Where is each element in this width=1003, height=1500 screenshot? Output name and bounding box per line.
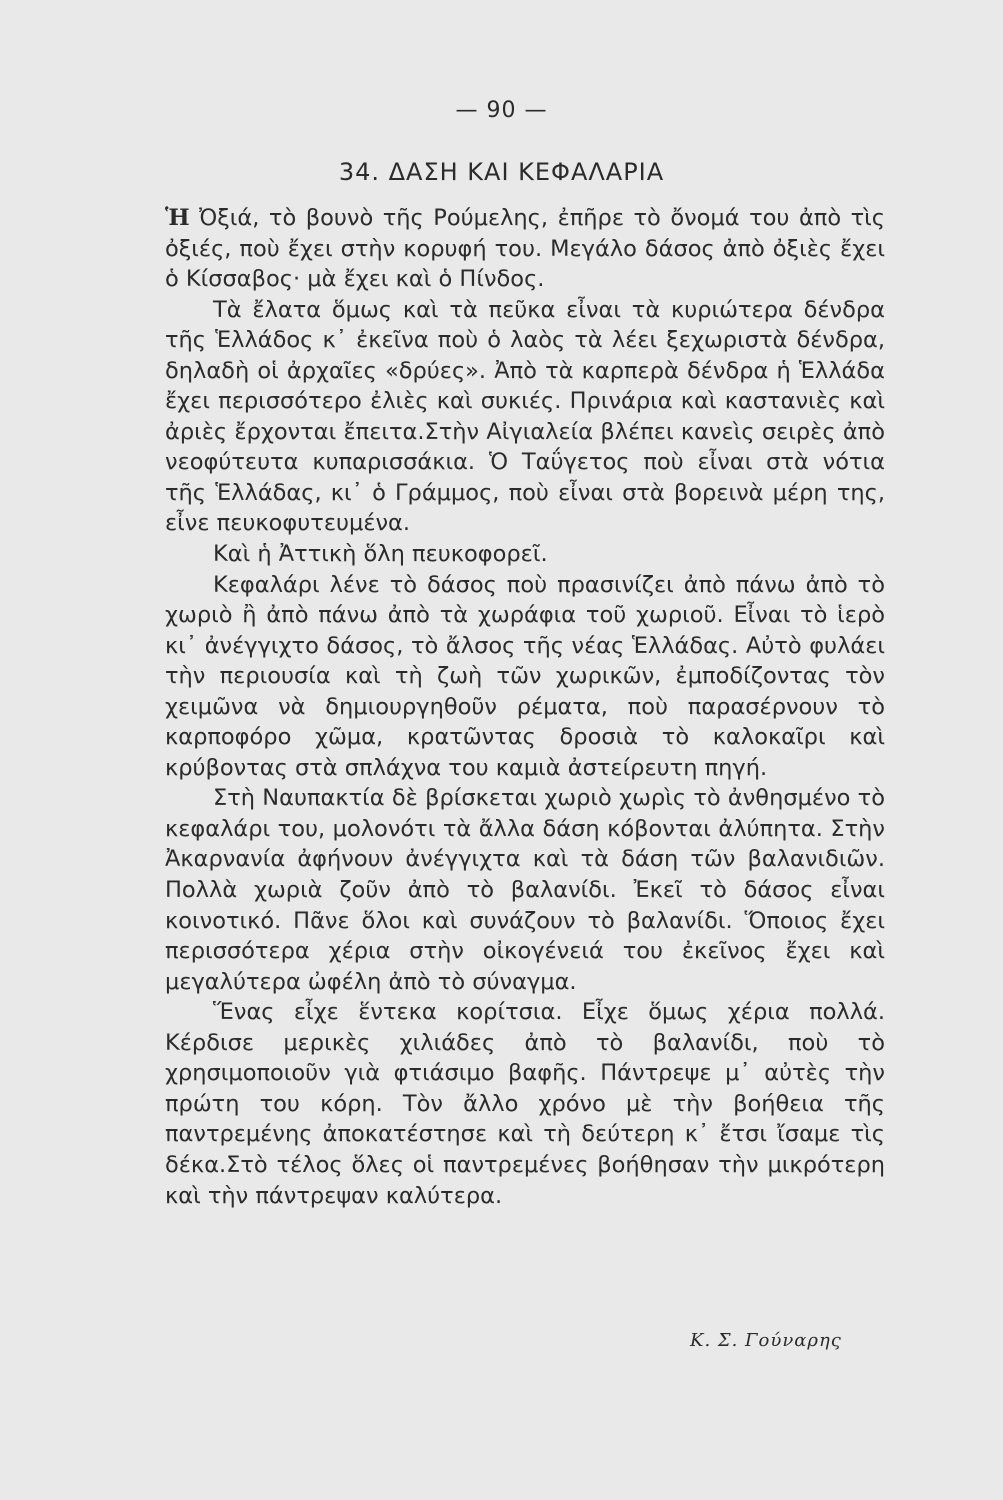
- paragraph-3: Καὶ ἡ Ἀττικὴ ὅλη πευκοφορεῖ.: [213, 541, 548, 568]
- paragraph-1: [165, 203, 885, 295]
- paragraph-5: Στὴ Ναυπακτία δὲ βρίσκεται χωριὸ χωρὶς τὸ ἀνθησμένο τὸ κεφαλάρι του, μολονότι τὰ ἄλλα δάση κόβονται ἀλύπητα. Στὴν Ἀκαρνανία ἀφήνουν ἀνέγγιχτα καὶ τὰ δάση τῶν βαλανιδιῶν. Πολλὰ χωριὰ ζοῦν ἀπὸ τὸ βαλανίδι. Ἐκεῖ τὸ δάσος εἶναι κοινοτικό. Πᾶνε ὅλοι καὶ συνάζουν τὸ βαλανίδι. Ὅποιος ἔχει περισσότερα χέρια στὴν οἰκογένειά του ἐκεῖνος ἔχει καὶ μεγαλύτερα ὠφέλη ἀπὸ τὸ σύναγμα.: [165, 785, 885, 995]
- paragraph-text: Ὀξιά, τὸ βουνὸ τῆς Ρούμελης, ἐπῆρε τὸ ὄνομά του ἀπὸ τὶς ὀξιές, ποὺ ἔχει στὴν κορυφή του. Μεγάλο δάσος ἀπὸ ὀξιὲς ἔχει ὁ Κίσσαβος· μὰ ἔχει καὶ ὁ Πίνδος.: [165, 205, 885, 293]
- paragraph-4: Κεφαλάρι λένε τὸ δάσος ποὺ πρασινίζει ἀπὸ πάνω ἀπὸ τὸ χωριὸ ἢ ἀπὸ πάνω ἀπὸ τὰ χωράφια τοῦ χωριοῦ. Εἶναι τὸ ἱερὸ κι᾽ ἀνέγγιχτο δάσος, τὸ ἄλσος τῆς νέας Ἑλλάδας. Αὐτὸ φυλάει τὴν περιουσία καὶ τὴ ζωὴ τῶν χωρικῶν, ἐμποδίζοντας τὸν χειμῶνα νὰ δημιουργηθοῦν ρέματα, ποὺ παρασέρνουν τὸ καρποφόρο χῶμα, κρατῶντας δροσιὰ τὸ καλοκαῖρι καὶ κρύβοντας στὰ σπλάχνα του καμιὰ ἀστείρευτη πηγή.: [165, 571, 885, 781]
- dropcap-letter: Ἡ: [165, 205, 190, 231]
- page-number: — 90 —: [455, 98, 548, 123]
- chapter-title: 34. ΔΑΣΗ ΚΑΙ ΚΕΦΑΛΑΡΙΑ: [338, 158, 665, 186]
- paragraph-6: Ἕνας εἶχε ἕντεκα κορίτσια. Εἶχε ὅμως χέρια πολλά. Κέρδισε μερικὲς χιλιάδες ἀπὸ τὸ βαλανίδι, ποὺ τὸ χρησιμοποιοῦν γιὰ φτιάσιμο βαφῆς. Πάντρεψε μ᾽ αὐτὲς τὴν πρώτη του κόρη. Τὸν ἄλλο χρόνο μὲ τὴν βοήθεια τῆς παντρεμένης ἀποκατέστησε καὶ τὴ δεύτερη κ᾽ ἔτσι ἴσαμε τὶς δέκα.Στὸ τέλος ὅλες οἱ παντρεμένες βοήθησαν τὴν μικρότερη καὶ τὴν πάντρεψαν καλύτερα.: [165, 999, 885, 1209]
- author-signature: Κ. Σ. Γούναρης: [690, 1330, 842, 1351]
- body-text: [165, 203, 885, 1211]
- paragraph-2: Τὰ ἔλατα ὅμως καὶ τὰ πεῦκα εἶναι τὰ κυριώτερα δένδρα τῆς Ἑλλάδος κ᾽ ἐκεῖνα ποὺ ὁ λαὸς τὰ λέει ξεχωριστὰ δένδρα, δηλαδὴ οἱ ἀρχαῖες «δρύες». Ἀπὸ τὰ καρπερὰ δένδρα ἡ Ἑλλάδα ἔχει περισσότερο ἐλιὲς καὶ συκιές. Πρινάρια καὶ καστανιὲς καὶ ἀριὲς ἔρχονται ἔπειτα.Στὴν Αἰγιαλεία βλέπει κανεὶς σειρὲς ἀπὸ νεοφύτευτα κυπαρισσάκια. Ὁ Ταΰγετος ποὺ εἶναι στὰ νότια τῆς Ἑλλάδας, κι᾽ ὁ Γράμμος, ποὺ εἶναι στὰ βορεινὰ μέρη της, εἶνε πευκοφυτευμένα.: [165, 296, 885, 537]
